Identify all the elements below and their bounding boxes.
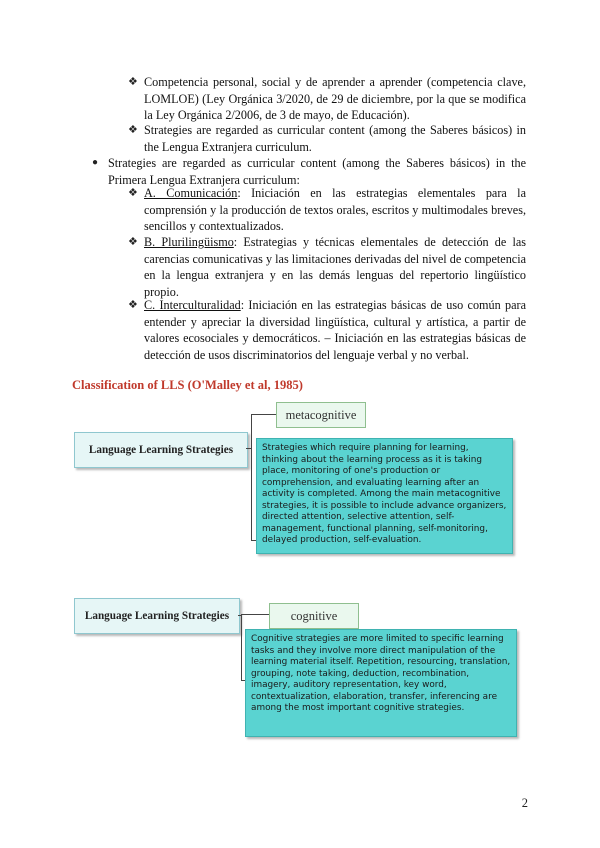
- diamond-bullet-icon: ❖: [128, 124, 138, 136]
- list-item: [128, 185, 526, 235]
- diamond-bullet-icon: ❖: [128, 187, 138, 199]
- cognitive-description: Cognitive strategies are more limited to specific learning tasks and they involve more direct manipulation of the learning material itself. Repetition, resourcing, translation, grouping, note taking, deduction, recombination, imagery, auditory representation, key word, contextualization, elaboration, transfer, inferencing are among the most important cognitive strategies.: [245, 629, 517, 737]
- connector-line: [241, 614, 269, 615]
- round-bullet-icon: ●: [92, 157, 99, 168]
- connector-line: [241, 614, 242, 680]
- bullet-label: A. Comunicación: [144, 186, 238, 200]
- bullet-text: : Estrategias y técnicas elementales de detección de las carencias comunicativas y las limitaciones derivadas del nivel de competencia en la lengua extranjera y en las demás lenguas del repertorio lingüístico propio.: [144, 235, 526, 299]
- bullet-label: C. Interculturalidad: [144, 298, 241, 312]
- page-number: 2: [521, 796, 528, 810]
- connector-line: [251, 414, 252, 540]
- bullet-text: Competencia personal, social y de aprender a aprender (competencia clave, LOMLOE) (Ley Orgánica 3/2020, de 29 de diciembre, por la que se modifica la Ley Orgánica 2/2006, de 3 de mayo, de Educación).: [144, 75, 526, 123]
- list-item: [128, 234, 526, 300]
- list-item: [128, 74, 526, 124]
- bullet-text: Strategies are regarded as curricular content (among the Saberes básicos) in the Lengua Extranjera curriculum.: [144, 123, 526, 154]
- list-item: [92, 155, 526, 188]
- list-item: [128, 297, 527, 363]
- lls-box: Language Learning Strategies: [74, 598, 240, 634]
- diamond-bullet-icon: ❖: [128, 299, 138, 311]
- bullet-text: : Iniciación en las estrategias elementales para la comprensión y la producción de textos orales, escritos y multimodales breves, sencillos y contextualizados.: [144, 186, 526, 234]
- metacognitive-tag: metacognitive: [276, 402, 366, 428]
- bullet-text: : Iniciación en las estrategias básicas de uso común para entender y apreciar la diversidad lingüística, cultural y artística, a partir de valores ecosociales y democráticos. – Iniciación en las estrategias básicas de detección de usos discriminatorios del lenguaje verbal y no verbal.: [144, 298, 527, 362]
- bullet-label: B. Plurilingüismo: [144, 235, 234, 249]
- bullet-text: Strategies are regarded as curricular content (among the Saberes básicos) in the Primera Lengua Extranjera curriculum:: [108, 156, 526, 187]
- list-item: [128, 122, 526, 155]
- cognitive-tag: cognitive: [269, 603, 359, 629]
- connector-line: [251, 414, 276, 415]
- diamond-bullet-icon: ❖: [128, 76, 138, 88]
- metacognitive-description: Strategies which require planning for learning, thinking about the learning process as it is taking place, monitoring of one's production or comprehension, and evaluating learning after an activity is completed. Among the main metacognitive strategies, it is possible to include advance organizers, directed attention, selective attention, self-management, functional planning, self-monitoring, delayed production, self-evaluation.: [256, 438, 513, 554]
- section-title: Classification of LLS (O'Malley et al, 1985): [72, 378, 303, 392]
- diamond-bullet-icon: ❖: [128, 236, 138, 248]
- lls-box: Language Learning Strategies: [74, 432, 248, 468]
